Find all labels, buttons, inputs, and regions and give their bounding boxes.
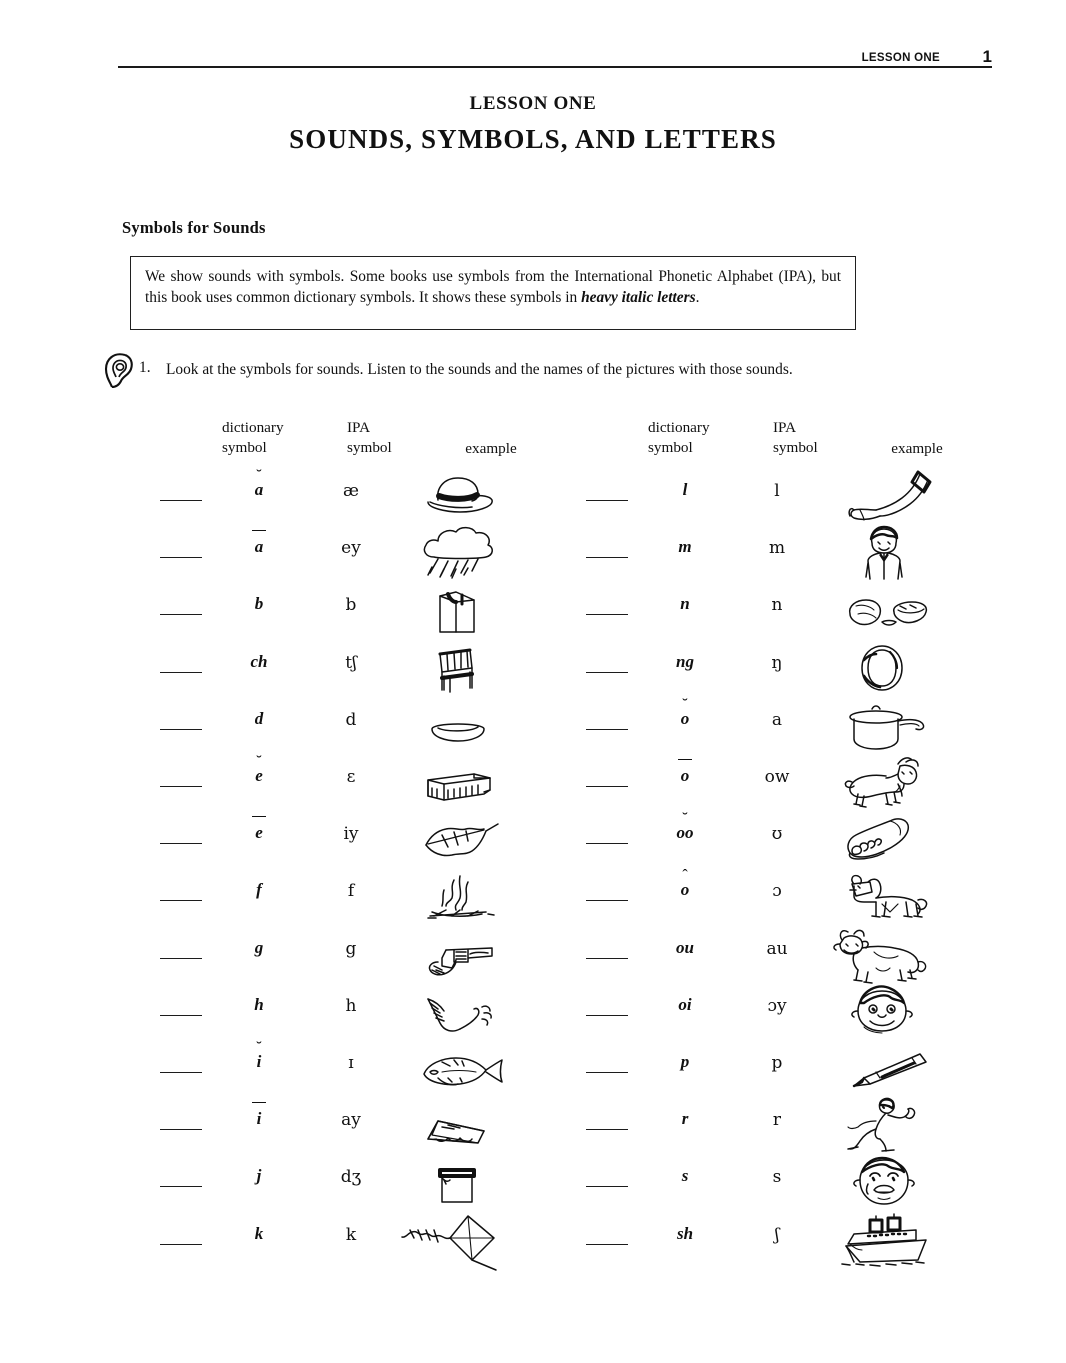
- table-row: [586, 809, 1056, 871]
- example-picture-kite: [398, 1210, 518, 1272]
- header-example-right: example: [891, 440, 943, 457]
- answer-blank-line[interactable]: [160, 1186, 202, 1187]
- answer-blank-line[interactable]: [586, 786, 628, 787]
- table-row: [160, 872, 630, 928]
- dictionary-symbol: b: [254, 594, 264, 614]
- dictionary-symbol: n: [680, 594, 690, 614]
- dictionary-symbol: o: [648, 766, 722, 786]
- answer-blank-line[interactable]: [160, 900, 202, 901]
- header-dictionary-left-l2: symbol: [222, 439, 267, 457]
- dictionary-symbol: ou: [676, 937, 694, 957]
- dictionary-symbol: f: [256, 880, 262, 900]
- example-picture-pot: [824, 695, 944, 757]
- dictionary-symbol: ng: [676, 651, 694, 671]
- table-row: [160, 466, 630, 528]
- table-row: [160, 644, 630, 700]
- header-ipa-left: [347, 418, 427, 458]
- example-picture-dog: [824, 866, 944, 928]
- answer-blank-line[interactable]: [160, 1129, 202, 1130]
- table-row: [160, 1216, 630, 1272]
- table-row: [586, 694, 1056, 757]
- table-row: [586, 1101, 1056, 1157]
- dictionary-symbol: r: [681, 1109, 689, 1129]
- answer-blank-line[interactable]: [160, 614, 202, 615]
- header-ipa-right-l1: IPA: [773, 419, 797, 436]
- answer-blank-line[interactable]: [586, 614, 628, 615]
- example-picture-fire: [398, 866, 518, 928]
- dictionary-symbol: k: [254, 1223, 264, 1243]
- ipa-symbol: l: [774, 481, 780, 501]
- table-row: [160, 1101, 630, 1157]
- ipa-symbol: ʊ: [771, 824, 783, 845]
- header-dictionary-left: [222, 418, 322, 458]
- dictionary-symbol: d: [254, 708, 264, 728]
- answer-blank-line[interactable]: [160, 729, 202, 730]
- ipa-symbol: h: [345, 995, 357, 1016]
- ipa-symbol: g: [345, 938, 357, 959]
- example-picture-bed: [398, 752, 518, 814]
- ipa-symbol: ŋ: [771, 652, 783, 673]
- header-dictionary-right: [648, 418, 748, 458]
- header-example-left: example: [465, 440, 517, 457]
- dictionary-symbol: h: [254, 994, 264, 1014]
- header-dictionary-right-l2: symbol: [648, 439, 693, 457]
- table-row: [586, 867, 1056, 928]
- ipa-symbol: d: [345, 709, 357, 730]
- ipa-symbol: ɛ: [346, 767, 356, 787]
- table-row: [160, 752, 630, 814]
- ipa-symbol: æ: [343, 481, 359, 501]
- example-picture-dish: [398, 695, 518, 757]
- table-row: [160, 529, 630, 585]
- header-ipa-right: [773, 418, 853, 458]
- ipa-symbol: a: [771, 709, 783, 730]
- table-row: [586, 644, 1056, 700]
- example-picture-pie: [398, 1095, 518, 1157]
- answer-blank-line[interactable]: [160, 672, 202, 673]
- dictionary-symbol: s: [681, 1166, 689, 1186]
- ipa-symbol: dʒ: [340, 1167, 362, 1188]
- ipa-symbol: b: [345, 595, 357, 616]
- ipa-symbol: k: [345, 1224, 357, 1245]
- ipa-symbol: m: [768, 538, 786, 559]
- answer-blank-line[interactable]: [160, 958, 202, 959]
- ipa-symbol: s: [772, 1167, 782, 1188]
- example-picture-hand: [398, 981, 518, 1043]
- ipa-symbol: iy: [343, 824, 359, 845]
- dictionary-symbol: oi: [678, 994, 692, 1014]
- example-picture-foot: [824, 809, 944, 871]
- section-heading: Symbols for Sounds: [122, 218, 266, 237]
- dictionary-symbol: oo ˘: [676, 809, 694, 843]
- ipa-symbol: ɔy: [767, 995, 787, 1016]
- answer-blank-line[interactable]: [586, 1186, 628, 1187]
- answer-blank-line[interactable]: [160, 786, 202, 787]
- ipa-symbol: ow: [764, 767, 790, 787]
- answer-blank-line[interactable]: [586, 958, 628, 959]
- ipa-symbol: p: [771, 1053, 783, 1073]
- info-box-text-main: We show sounds with symbols. Some books use symbols from the International Phonetic Alphabet (IPA), but this book uses common dictionary symbols. It shows these symbols in: [145, 268, 841, 307]
- table-row: [586, 758, 1056, 814]
- ipa-symbol: ʃ: [774, 1224, 780, 1245]
- info-box-emphasis: heavy italic letters: [581, 289, 696, 307]
- example-picture-hat: [398, 466, 518, 528]
- answer-blank-line[interactable]: [160, 557, 202, 558]
- ipa-symbol: ɔ: [772, 881, 782, 902]
- dictionary-symbol: ch: [250, 651, 268, 671]
- dictionary-symbol: j: [256, 1166, 262, 1186]
- dictionary-symbol: o ˆ: [680, 867, 690, 900]
- dictionary-symbol: i: [222, 1109, 296, 1129]
- dictionary-symbol: sh: [676, 1223, 694, 1243]
- answer-blank-line[interactable]: [586, 557, 628, 558]
- table-row: [586, 987, 1056, 1043]
- ipa-symbol: f: [347, 881, 355, 902]
- example-picture-fish: [398, 1038, 518, 1100]
- example-picture-ring: [824, 638, 944, 700]
- lesson-kicker: LESSON ONE: [469, 93, 597, 114]
- example-picture-jar: [398, 1152, 518, 1214]
- table-row: [160, 701, 630, 757]
- header-ipa-left-l2: symbol: [347, 439, 392, 457]
- answer-blank-line[interactable]: [586, 1129, 628, 1130]
- example-picture-leg: [824, 466, 944, 528]
- table-row: [586, 930, 1056, 986]
- table-row: [160, 586, 630, 642]
- table-row: [586, 529, 1056, 585]
- ipa-symbol: ɪ: [348, 1053, 354, 1073]
- answer-blank-line[interactable]: [160, 500, 202, 501]
- page-title: SOUNDS, SYMBOLS, AND LETTERS: [289, 124, 777, 154]
- table-row: [160, 1158, 630, 1214]
- example-picture-cow: [824, 924, 944, 986]
- answer-blank-line[interactable]: [160, 1072, 202, 1073]
- example-picture-gun: [398, 924, 518, 986]
- example-picture-ship: [824, 1210, 944, 1272]
- example-picture-sad: [824, 1152, 944, 1214]
- table-column-headers: [0, 418, 1066, 462]
- instruction-text: Look at the symbols for sounds. Listen to the sounds and the names of the pictures with those sounds.: [166, 361, 793, 378]
- dictionary-symbol: o ˘: [680, 694, 690, 728]
- example-picture-run: [824, 1095, 944, 1157]
- page-number: 1: [982, 47, 992, 66]
- header-ipa-left-l1: IPA: [347, 419, 371, 436]
- answer-blank-line[interactable]: [160, 843, 202, 844]
- answer-blank-line[interactable]: [586, 900, 628, 901]
- ipa-symbol: ey: [341, 538, 361, 559]
- dictionary-symbol: a ˘: [254, 466, 264, 499]
- table-row: [586, 586, 1056, 642]
- ipa-symbol: r: [772, 1110, 782, 1131]
- answer-blank-line[interactable]: [160, 1244, 202, 1245]
- table-row: [586, 1216, 1056, 1272]
- answer-blank-line[interactable]: [586, 500, 628, 501]
- answer-blank-line[interactable]: [586, 729, 628, 730]
- answer-blank-line[interactable]: [586, 1244, 628, 1245]
- answer-blank-line[interactable]: [160, 1015, 202, 1016]
- ipa-symbol: au: [766, 938, 788, 959]
- table-row: [586, 472, 1056, 528]
- example-picture-man: [824, 523, 944, 585]
- dictionary-symbol: p: [680, 1052, 690, 1071]
- example-picture-nut: [824, 580, 944, 642]
- running-head-lesson-label: LESSON ONE: [861, 52, 940, 64]
- example-picture-chair: [398, 638, 518, 700]
- header-dictionary-right-l1: dictionary: [648, 419, 710, 436]
- answer-blank-line[interactable]: [586, 1072, 628, 1073]
- info-box-text-tail: .: [695, 289, 700, 307]
- ipa-symbol: tʃ: [345, 652, 357, 673]
- dictionary-symbol: i ˘: [256, 1038, 262, 1071]
- table-row: [160, 930, 630, 986]
- answer-blank-line[interactable]: [586, 672, 628, 673]
- dictionary-symbol: e: [222, 823, 296, 843]
- table-row: [160, 987, 630, 1043]
- example-picture-goat: [824, 752, 944, 814]
- table-row: [586, 1044, 1056, 1100]
- dictionary-symbol: e ˘: [255, 752, 263, 785]
- table-row: [586, 1158, 1056, 1214]
- answer-blank-line[interactable]: [586, 843, 628, 844]
- dictionary-symbol: a: [222, 537, 296, 557]
- answer-blank-line[interactable]: [586, 1015, 628, 1016]
- ipa-symbol: n: [771, 595, 783, 616]
- table-row: [160, 1038, 630, 1100]
- dictionary-symbol: g: [254, 937, 264, 957]
- header-dictionary-left-l1: dictionary: [222, 419, 284, 436]
- header-ipa-right-l2: symbol: [773, 439, 818, 457]
- dictionary-symbol: l: [682, 480, 688, 499]
- example-picture-boy: [824, 981, 944, 1043]
- ipa-symbol: ay: [341, 1110, 361, 1131]
- table-row: [160, 815, 630, 871]
- example-picture-pen: [824, 1038, 944, 1100]
- dictionary-symbol: m: [678, 537, 692, 557]
- instruction-number: 1.: [139, 359, 151, 376]
- example-picture-leaf: [398, 809, 518, 871]
- example-picture-bag: [398, 580, 518, 642]
- example-picture-rain: [398, 523, 518, 585]
